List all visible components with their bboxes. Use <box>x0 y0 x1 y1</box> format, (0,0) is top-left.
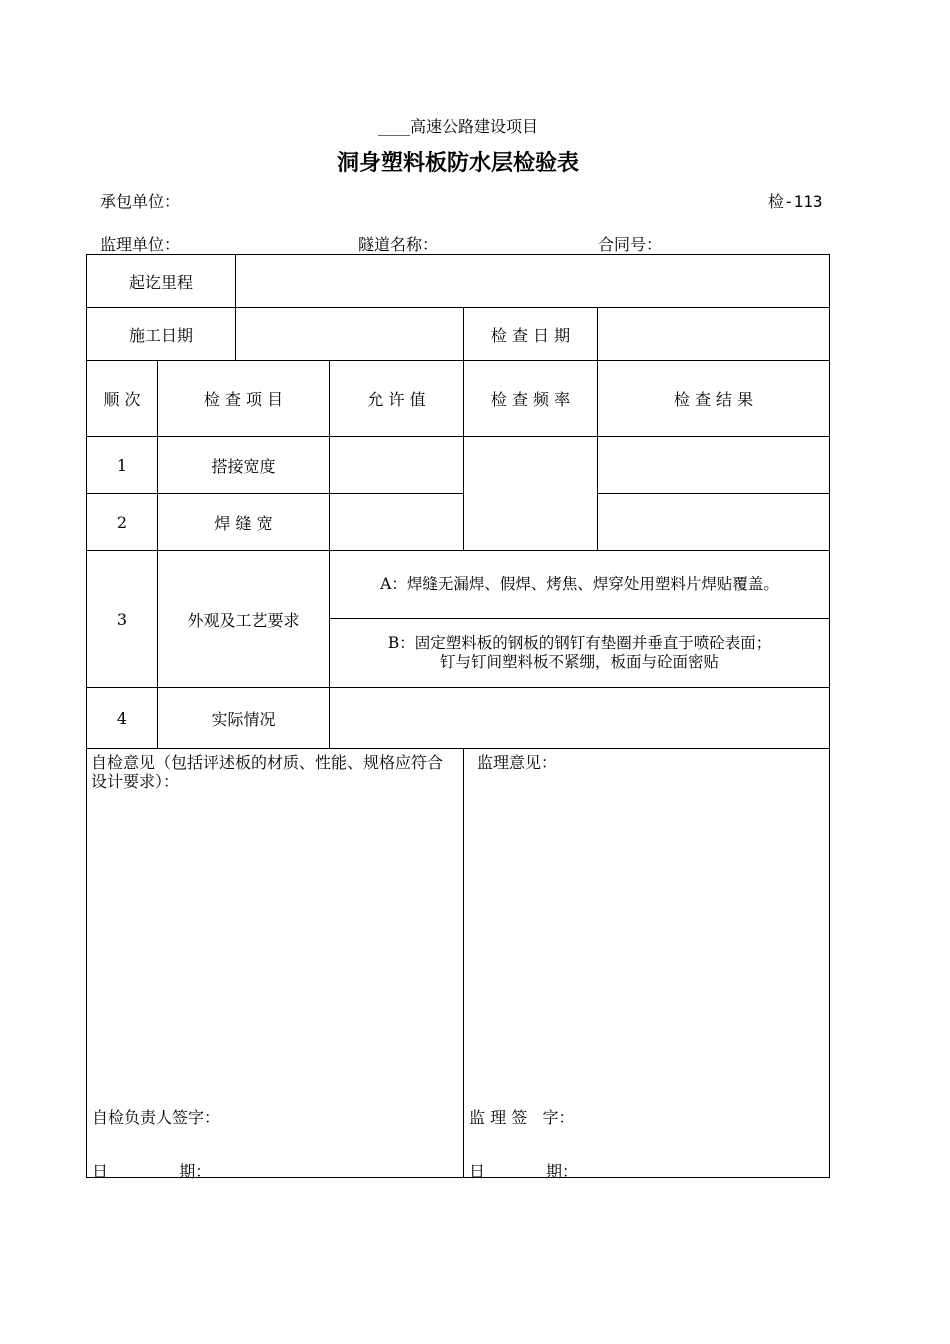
self-check-date-label: 日 期： <box>92 1162 212 1181</box>
actual-situation-value[interactable] <box>330 688 830 749</box>
row-seq: 4 <box>87 688 158 749</box>
supervisor-opinion[interactable] <box>464 749 830 1181</box>
column-header-allowed: 允 许 值 <box>330 361 464 437</box>
inspection-table <box>86 254 830 1181</box>
row-seq: 3 <box>87 551 158 688</box>
start-end-mileage-value[interactable] <box>236 255 830 308</box>
page-title: 洞身塑料板防水层检验表 <box>336 150 579 176</box>
row-seq: 1 <box>87 437 158 494</box>
check-date-value[interactable] <box>598 308 830 361</box>
column-header-frequency: 检 查 频 率 <box>464 361 598 437</box>
construction-date-label: 施工日期 <box>87 308 236 361</box>
requirement-b-line2: 钉与钉间塑料板不紧绷，板面与砼面密贴 <box>440 653 720 671</box>
column-header-result: 检 查 结 果 <box>598 361 830 437</box>
project-name-line: ____高速公路建设项目 <box>377 117 538 136</box>
row-item: 外观及工艺要求 <box>158 551 330 688</box>
supervisor-unit-label: 监理单位： <box>100 235 181 254</box>
row-item: 搭接宽度 <box>158 437 330 494</box>
row-allowed-value[interactable] <box>330 437 464 494</box>
row-result-value[interactable] <box>598 494 830 551</box>
check-frequency-value[interactable] <box>464 437 598 551</box>
row-allowed-value[interactable] <box>330 494 464 551</box>
self-check-opinion[interactable] <box>87 749 464 1181</box>
contractor-label: 承包单位： <box>100 192 181 211</box>
supervisor-date-label: 日 期： <box>469 1162 579 1181</box>
supervisor-signature-label: 监 理 签 字： <box>469 1108 575 1127</box>
tunnel-name-label: 隧道名称： <box>358 235 439 254</box>
check-date-label: 检 查 日 期 <box>464 308 598 361</box>
row-seq: 2 <box>87 494 158 551</box>
column-header-seq: 顺 次 <box>87 361 158 437</box>
supervisor-opinion-title: 监理意见： <box>477 753 558 772</box>
requirement-b-line1: B：固定塑料板的钢板的钢钉有垫圈并垂直于喷砼表面； <box>387 634 772 652</box>
row-item: 实际情况 <box>158 688 330 749</box>
requirement-b <box>330 619 830 688</box>
start-end-mileage-label: 起讫里程 <box>87 255 236 308</box>
requirement-a: A：焊缝无漏焊、假焊、烤焦、焊穿处用塑料片焊贴覆盖。 <box>330 551 830 619</box>
column-header-item: 检 查 项 目 <box>158 361 330 437</box>
self-check-signature-label: 自检负责人签字： <box>92 1108 221 1127</box>
row-item: 焊 缝 宽 <box>158 494 330 551</box>
contract-number-label: 合同号： <box>598 235 663 254</box>
self-check-opinion-title: 自检意见（包括评述板的材质、性能、规格应符合设计要求）： <box>91 753 444 791</box>
form-code: 检-113 <box>768 192 823 211</box>
row-result-value[interactable] <box>598 437 830 494</box>
construction-date-value[interactable] <box>236 308 464 361</box>
